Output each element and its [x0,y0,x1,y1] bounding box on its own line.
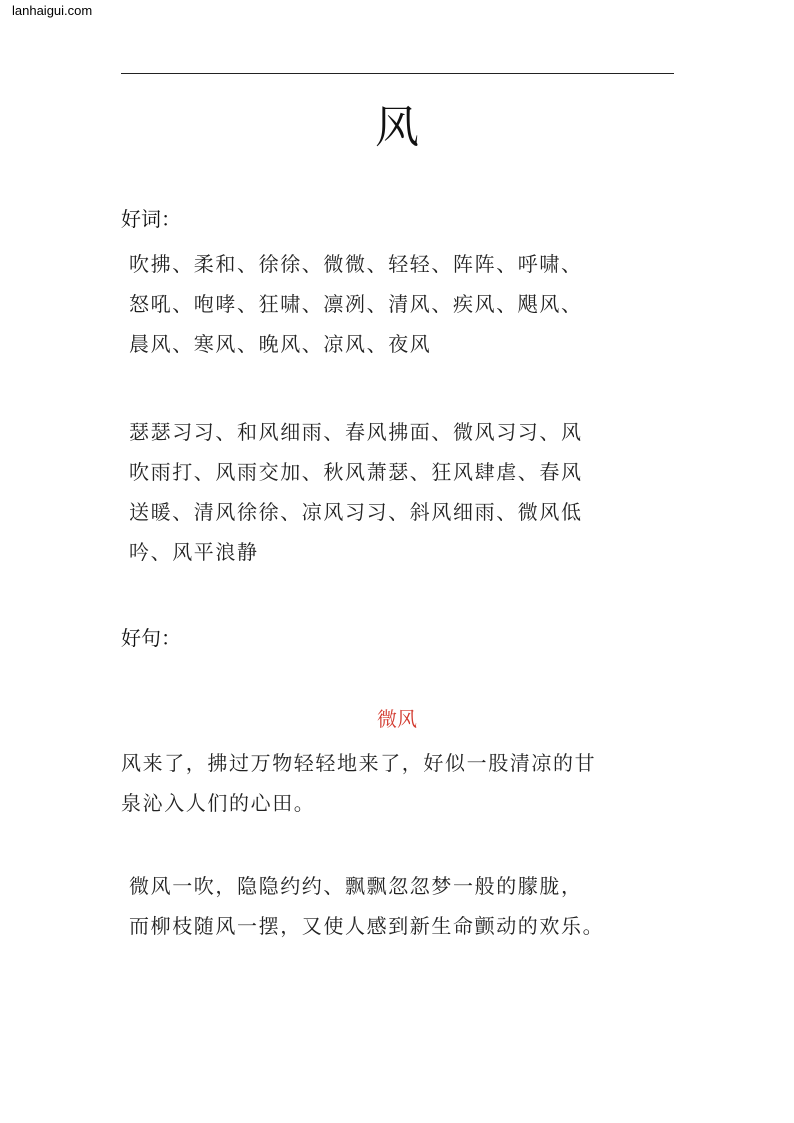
sentence-line: 而柳枝随风一摆，又使人感到新生命颤动的欢乐。 [129,914,605,938]
words-line: 晨风、寒风、晚风、凉风、夜风 [129,332,432,356]
page-title: 风 [375,102,419,153]
words-line: 瑟瑟习习、和风细雨、春风拂面、微风习习、风 [129,420,583,444]
sentence-2 [129,866,604,946]
words-group-1 [129,244,583,364]
words-line: 吟、风平浪静 [129,540,259,564]
words-line: 怒吼、咆哮、狂啸、凛冽、清风、疾风、飓风、 [129,292,583,316]
words-line: 送暖、清风徐徐、凉风习习、斜风细雨、微风低 [129,500,583,524]
sentence-line: 微风一吹，隐隐约约、飘飘忽忽梦一般的朦胧， [129,874,583,898]
sentence-title: 微风 [377,707,417,731]
words-line: 吹拂、柔和、徐徐、微微、轻轻、阵阵、呼啸、 [129,252,583,276]
site-watermark: lanhaigui.com [12,3,93,18]
words-heading: 好词： [121,207,181,231]
sentence-line: 风来了，拂过万物轻轻地来了，好似一股清凉的甘 [121,751,597,775]
header-rule [121,73,674,74]
sentence-line: 泉沁入人们的心田。 [121,791,316,815]
words-line: 吹雨打、风雨交加、秋风萧瑟、狂风肆虐、春风 [129,460,583,484]
sentences-heading: 好句： [121,626,181,650]
sentence-1 [121,743,596,823]
words-group-2 [129,412,583,572]
